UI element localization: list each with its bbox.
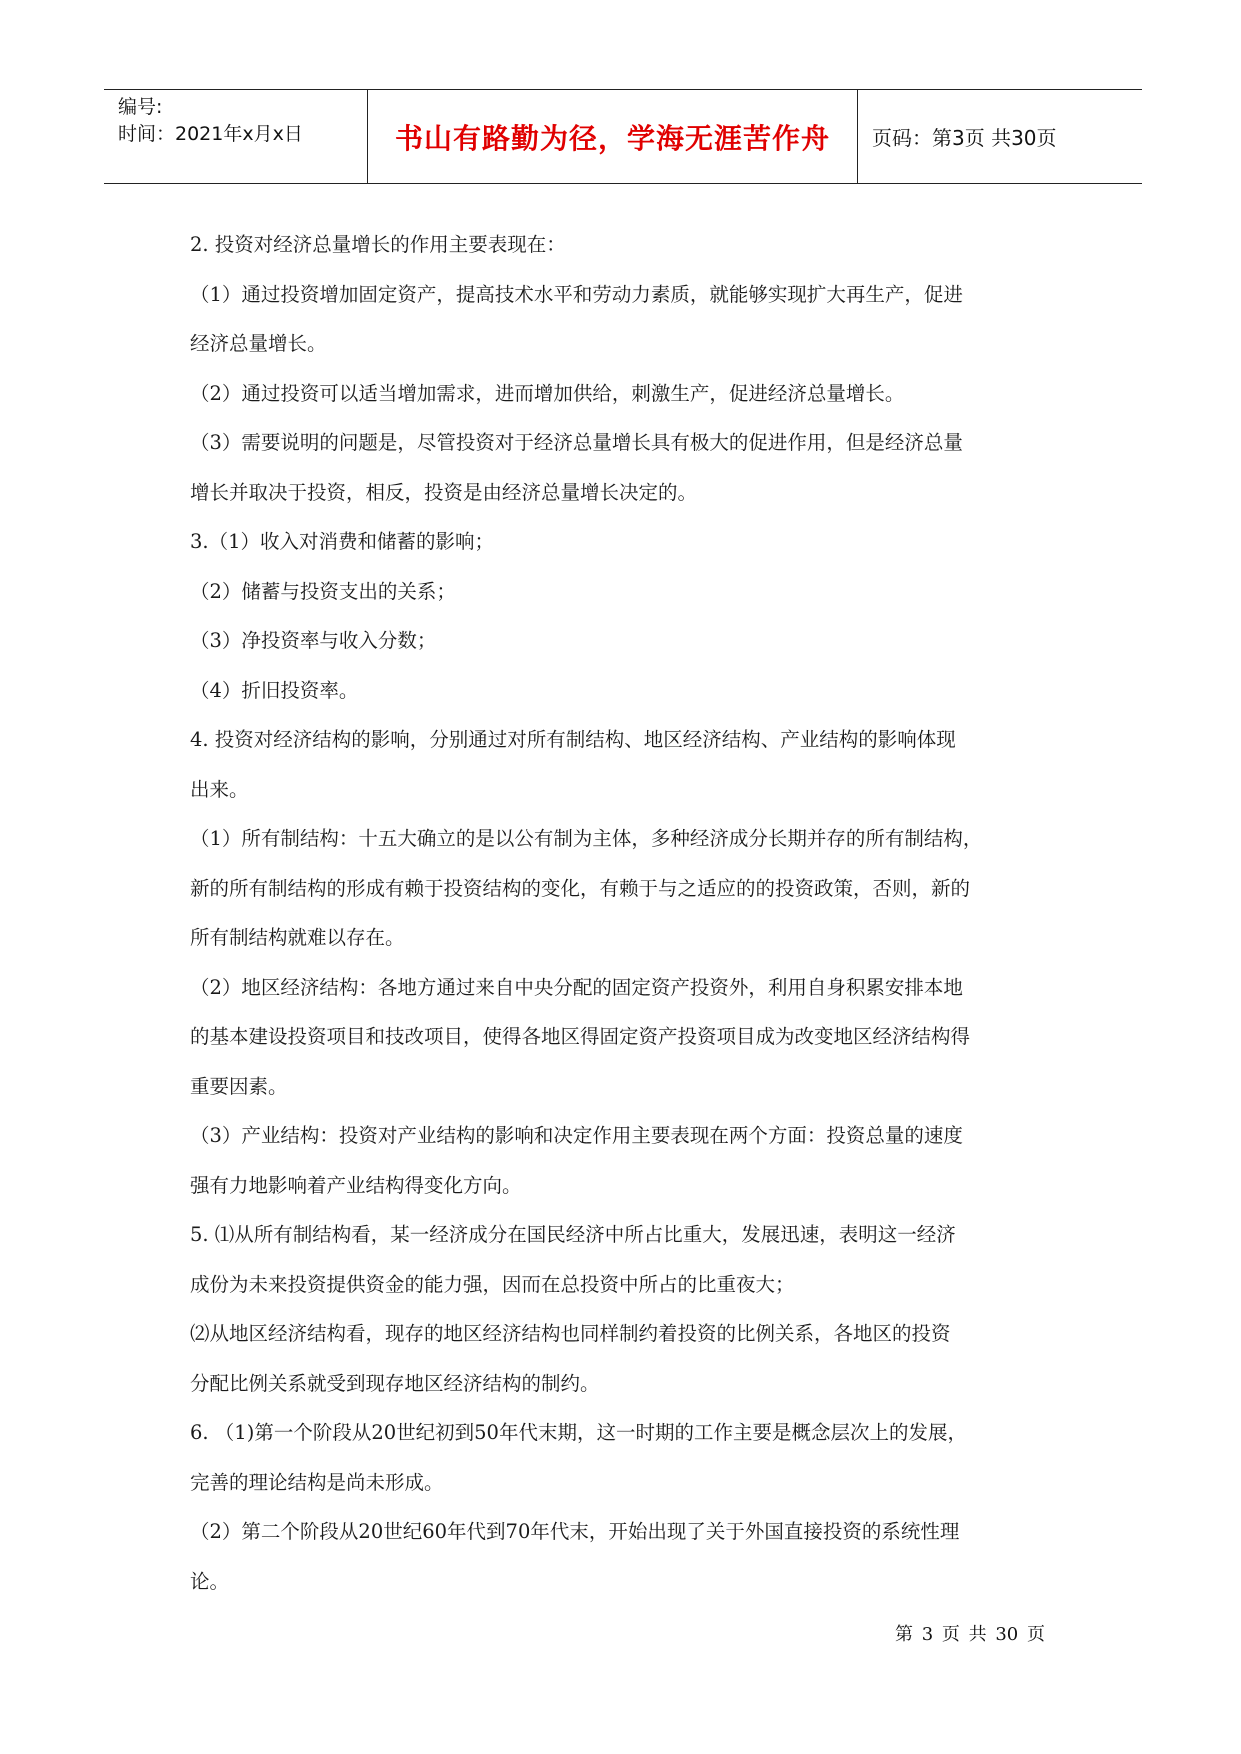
body-line: （2）地区经济结构：各地方通过来自中央分配的固定资产投资外，利用自身积累安排本地 bbox=[190, 975, 963, 999]
body-line: 完善的理论结构是尚未形成。 bbox=[190, 1470, 444, 1494]
body-line: （3）产业结构：投资对产业结构的影响和决定作用主要表现在两个方面：投资总量的速度 bbox=[190, 1124, 963, 1147]
body-line: 3.（1）收入对消费和储蓄的影响； bbox=[190, 530, 495, 553]
body-line: （4）折旧投资率。 bbox=[190, 678, 359, 702]
body-line: 成份为未来投资提供资金的能力强，因而在总投资中所占的比重夜大； bbox=[190, 1272, 795, 1296]
body-line: 增长并取决于投资，相反，投资是由经济总量增长决定的。 bbox=[190, 480, 698, 504]
body-line: （3）需要说明的问题是，尽管投资对于经济总量增长具有极大的促进作用，但是经济总量 bbox=[190, 431, 963, 454]
document-number-label: 编号: bbox=[118, 96, 163, 118]
body-line: 分配比例关系就受到现存地区经济结构的制约。 bbox=[190, 1371, 600, 1395]
body-line: 6. （1)第一个阶段从20世纪初到50年代末期，这一时期的工作主要是概念层次上的发展， bbox=[190, 1421, 967, 1444]
body-line: 强有力地影响着产业结构得变化方向。 bbox=[190, 1173, 522, 1197]
page-footer: 第 3 页 共 30 页 bbox=[895, 1624, 1045, 1645]
document-body bbox=[190, 220, 1060, 1606]
body-line: 出来。 bbox=[190, 777, 249, 801]
body-line: （1）通过投资增加固定资产，提高技术水平和劳动力素质，就能够实现扩大再生产，促进 bbox=[190, 282, 963, 306]
body-line: 5. ⑴从所有制结构看，某一经济成分在国民经济中所占比重大，发展迅速，表明这一经济 bbox=[190, 1223, 956, 1246]
body-line: 论。 bbox=[190, 1569, 230, 1593]
body-line: （2）第二个阶段从20世纪60年代到70年代末，开始出现了关于外国直接投资的系统性理 bbox=[190, 1520, 960, 1543]
page-header bbox=[104, 89, 1142, 184]
body-line: （3）净投资率与收入分数； bbox=[190, 629, 437, 652]
header-meta bbox=[104, 90, 368, 183]
body-line: 重要因素。 bbox=[190, 1074, 288, 1098]
document-time-label: 时间：2021年x月x日 bbox=[118, 123, 303, 145]
header-motto: 书山有路勤为径，学海无涯苦作舟 bbox=[368, 90, 858, 183]
body-line: ⑵从地区经济结构看，现存的地区经济结构也同样制约着投资的比例关系，各地区的投资 bbox=[190, 1322, 951, 1345]
body-line: 2. 投资对经济总量增长的作用主要表现在： bbox=[190, 233, 566, 256]
body-line: （2）储蓄与投资支出的关系； bbox=[190, 579, 456, 603]
body-line: 4. 投资对经济结构的影响，分别通过对所有制结构、地区经济结构、产业结构的影响体现 bbox=[190, 728, 956, 751]
body-line: 经济总量增长。 bbox=[190, 332, 327, 355]
body-line: 所有制结构就难以存在。 bbox=[190, 926, 405, 949]
body-line: （1）所有制结构：十五大确立的是以公有制为主体，多种经济成分长期并存的所有制结构， bbox=[190, 827, 983, 850]
body-line: 的基本建设投资项目和技改项目，使得各地区得固定资产投资项目成为改变地区经济结构得 bbox=[190, 1025, 971, 1048]
header-page-info: 页码：第3页 共30页 bbox=[872, 126, 1057, 150]
body-line: 新的所有制结构的形成有赖于投资结构的变化，有赖于与之适应的的投资政策，否则，新的 bbox=[190, 876, 971, 900]
body-line: （2）通过投资可以适当增加需求，进而增加供给，刺激生产，促进经济总量增长。 bbox=[190, 381, 905, 405]
